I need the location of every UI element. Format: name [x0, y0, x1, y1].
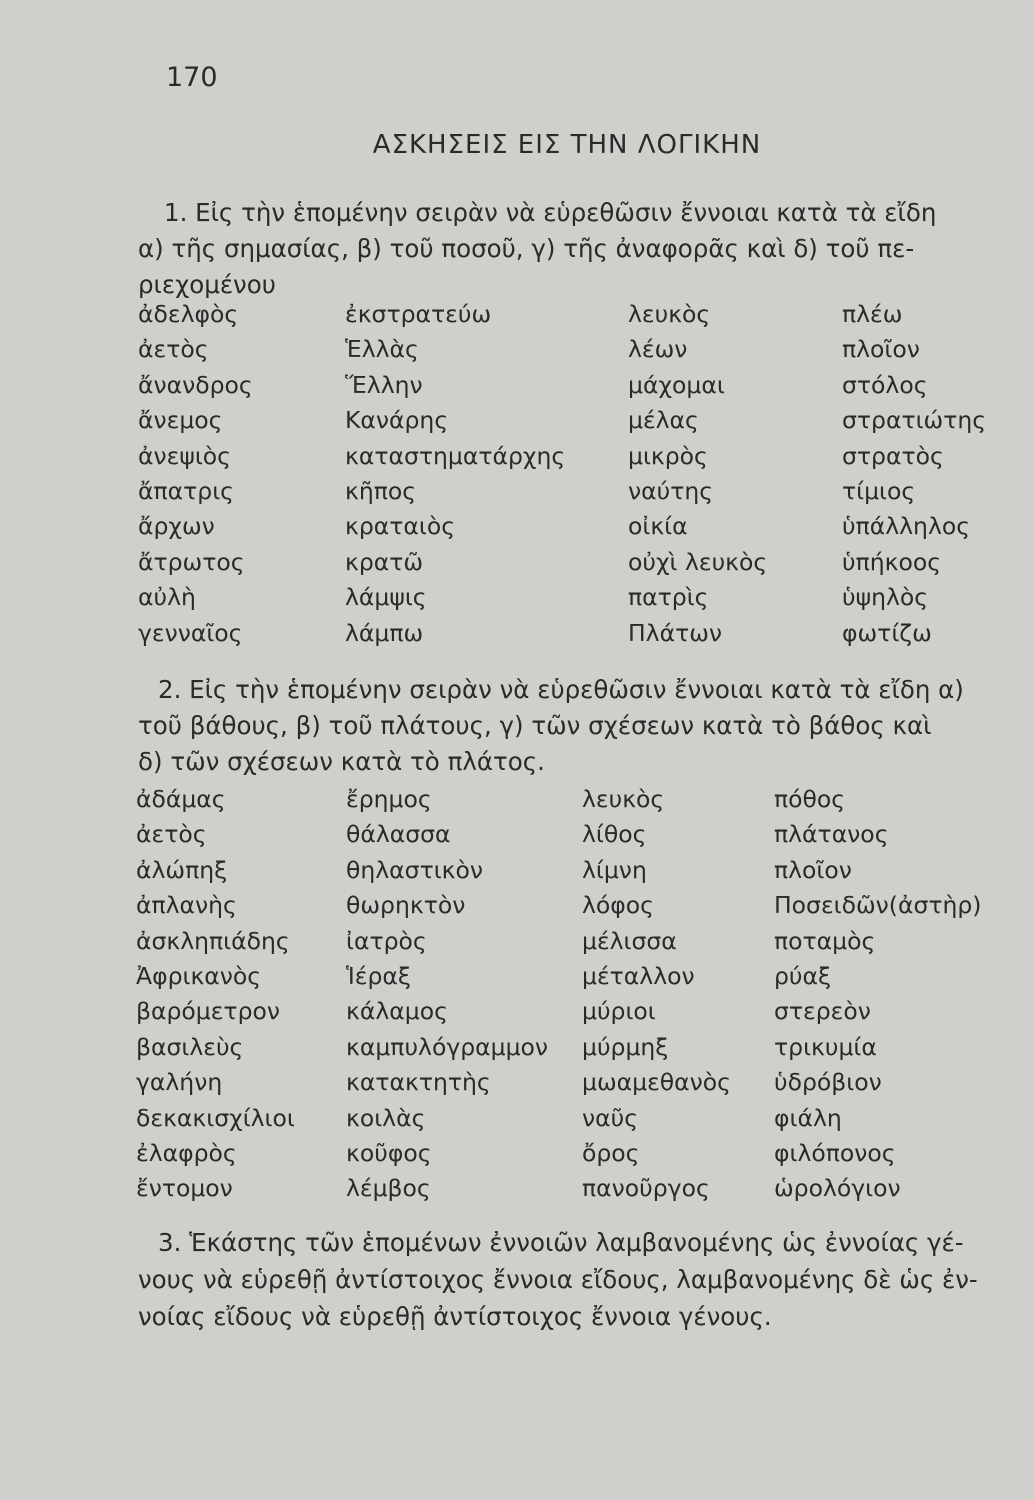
exercise-1-text [138, 195, 990, 303]
exercise-1-line: ριεχομένου [138, 270, 276, 299]
exercise-1-line: 1. Εἰς τὴν ἑπομένην σειρὰν νὰ εὑρεθῶσιν ἔννοιαι κατὰ τὰ εἴδη [164, 198, 937, 227]
exercise-2-line: δ) τῶν σχέσεων κατὰ τὸ πλάτος. [138, 747, 545, 776]
exercise-2-line: τοῦ βάθους, β) τοῦ πλάτους, γ) τῶν σχέσεων κατὰ τὸ βάθος καὶ [138, 711, 932, 740]
exercise-2-text [138, 672, 990, 780]
exercise-3-line: 3. Ἑκάστης τῶν ἑπομένων ἐννοιῶν λαμβανομένης ὡς ἐννοίας γέ- [158, 1228, 964, 1257]
exercise-1-line: α) τῆς σημασίας, β) τοῦ ποσοῦ, γ) τῆς ἀναφορᾶς καὶ δ) τοῦ πε- [138, 234, 915, 263]
exercise-2-line: 2. Εἰς τὴν ἑπομένην σειρὰν νὰ εὑρεθῶσιν ἔννοιαι κατὰ τὰ εἴδη α) [158, 675, 964, 704]
page-number: 170 [166, 62, 218, 93]
exercise-3-text [138, 1224, 990, 1335]
exercise-3-line: νους νὰ εὑρεθῇ ἀντίστοιχος ἔννοια εἴδους, λαμβανομένης δὲ ὡς ἐν- [138, 1265, 978, 1294]
exercise-3-line: νοίας εἴδους νὰ εὑρεθῇ ἀντίστοιχος ἔννοια γένους. [138, 1302, 772, 1331]
page-title: ΑΣΚΗΣΕΙΣ ΕΙΣ ΤΗΝ ΛΟΓΙΚΗΝ [372, 130, 762, 160]
